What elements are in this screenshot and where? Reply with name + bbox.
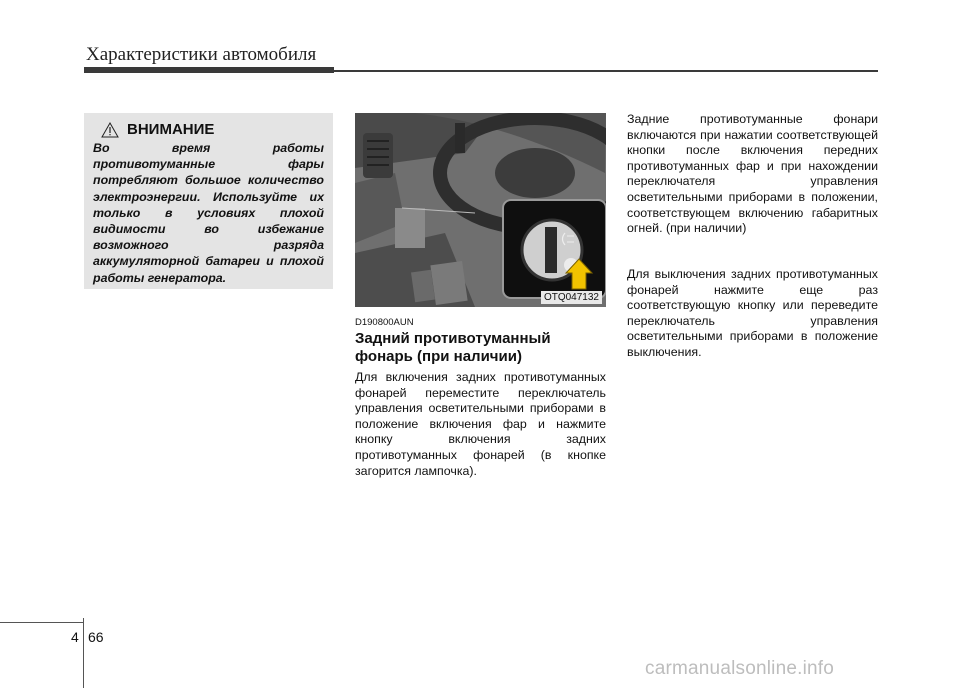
dashboard-illustration — [355, 113, 606, 307]
section-title: Задний противотуманный фонарь (при наличии) — [355, 330, 551, 365]
warning-triangle-icon — [101, 122, 119, 138]
warning-box — [84, 113, 333, 289]
footer-rule-vertical — [83, 618, 84, 688]
section-paragraph-3: Для выключения задних противотуманных фонарей нажмите еще раз соответствующую кнопку или переведите переключатель управления осветительными приборами в положение выключения. — [627, 267, 878, 359]
warning-header — [101, 121, 324, 138]
section-paragraph-1: Для включения задних противотуманных фонарей переместите переключатель управления осветительными приборами в положение включения фар и нажмите кнопку включения задних противотуманных фонарей (в кнопке загорится лампочка). — [355, 370, 606, 478]
footer-rule-horizontal — [0, 622, 84, 623]
section-doc-code: D190800AUN — [355, 317, 414, 328]
figure-code: OTQ047132 — [541, 291, 602, 304]
page-number: 66 — [88, 629, 104, 645]
watermark: carmanualsonline.info — [645, 658, 835, 679]
header-rule-thin — [334, 70, 878, 72]
dashboard-photo — [355, 113, 606, 307]
warning-body: Во время работы противотуманные фары потребляют большое количество электроэнергии. Используйте их только в условиях плохой видимости во избежание возможного разряда аккумуляторной батареи и плохой работы генератора. — [93, 141, 324, 285]
section-paragraph-2: Задние противотуманные фонари включаются при нажатии соответствующей кнопки после включения передних противотуманных фар и при нахождении переключателя управления осветительными приборами в положении, соответствующем включению габаритных огней. (при наличии) — [627, 112, 878, 236]
page-header-title: Характеристики автомобиля — [86, 44, 317, 65]
warning-title: ВНИМАНИЕ — [127, 121, 215, 138]
chapter-number: 4 — [71, 629, 79, 645]
header-rule-thick — [84, 67, 334, 73]
